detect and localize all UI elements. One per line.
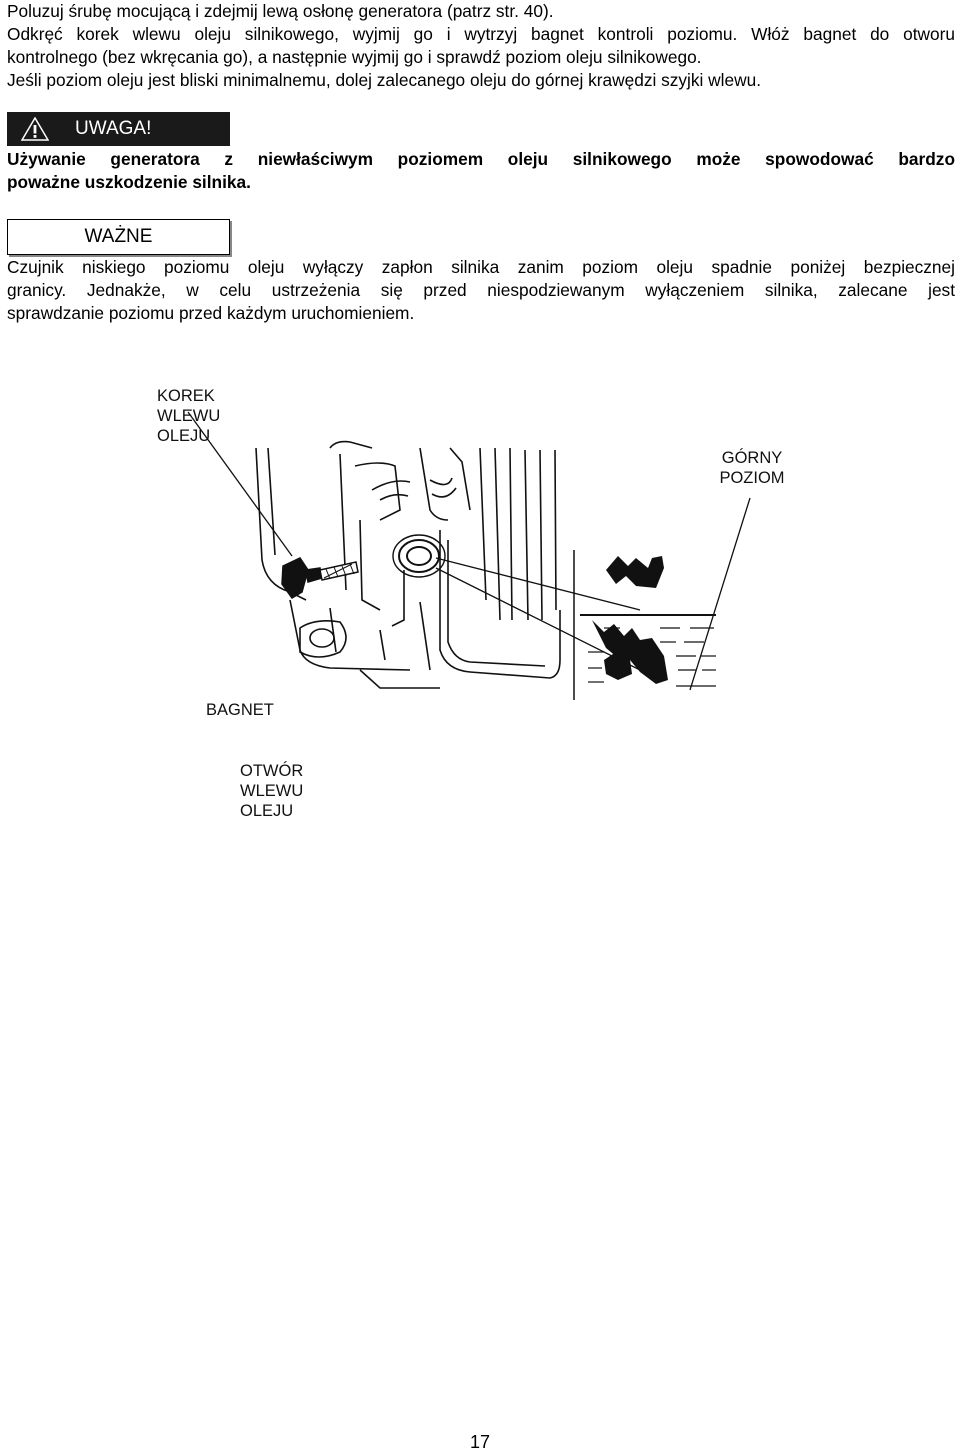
important-line: sprawdzanie poziomu przed każdym uruchomieniem.	[7, 303, 415, 323]
important-line: granicy. Jednakże, w celu ustrzeżenia się przed niespodziewanym wyłączeniem silnika, zalecane jest	[7, 280, 955, 300]
warning-label: UWAGA!	[75, 118, 152, 139]
page-number: 17	[469, 1432, 491, 1452]
figure-label-upper-level-line: POZIOM	[719, 469, 785, 487]
oil-check-illustration	[0, 370, 960, 790]
warning-banner	[7, 112, 230, 146]
instruction-line: Odkręć korek wlewu oleju silnikowego, wyjmij go i wytrzyj bagnet kontroli poziomu. Włóż bagnet do otworu	[7, 24, 955, 44]
important-box: WAŻNE	[7, 219, 230, 255]
warning-line: poważne uszkodzenie silnika.	[7, 172, 251, 192]
oil-filler-neck-drawing	[393, 535, 445, 577]
important-line: Czujnik niskiego poziomu oleju wyłączy zapłon silnika zanim poziom oleju spadnie poniżej bezpiecznej	[7, 257, 955, 277]
instruction-line: Jeśli poziom oleju jest bliski minimalnemu, dolej zalecanego oleju do górnej krawędzi szyjki wlewu.	[7, 70, 762, 90]
figure-label-filler-cap: KOREK WLEWU OLEJU	[157, 387, 221, 445]
oil-level-detail-drawing	[574, 550, 716, 700]
figure-label-dipstick: BAGNET	[206, 701, 274, 719]
leader-lines	[188, 412, 750, 690]
important-text	[7, 256, 955, 325]
figure-label-filler-opening: OTWÓR WLEWU OLEJU	[240, 762, 304, 820]
dipstick-cap-drawing	[282, 558, 358, 598]
warning-line: Używanie generatora z niewłaściwym poziomem oleju silnikowego może spowodować bardzo	[7, 149, 955, 169]
instructions-paragraph	[7, 0, 955, 92]
instruction-line: kontrolnego (bez wkręcania go), a następnie wyjmij go i sprawdź poziom oleju silnikowego.	[7, 47, 702, 67]
warning-text	[7, 148, 955, 194]
instruction-line: Poluzuj śrubę mocującą i zdejmij lewą osłonę generatora (patrz str. 40).	[7, 1, 554, 21]
warning-triangle-icon	[21, 117, 49, 141]
figure-label-upper-level-line: GÓRNY	[721, 449, 783, 467]
figure-label-upper-level	[717, 448, 787, 488]
